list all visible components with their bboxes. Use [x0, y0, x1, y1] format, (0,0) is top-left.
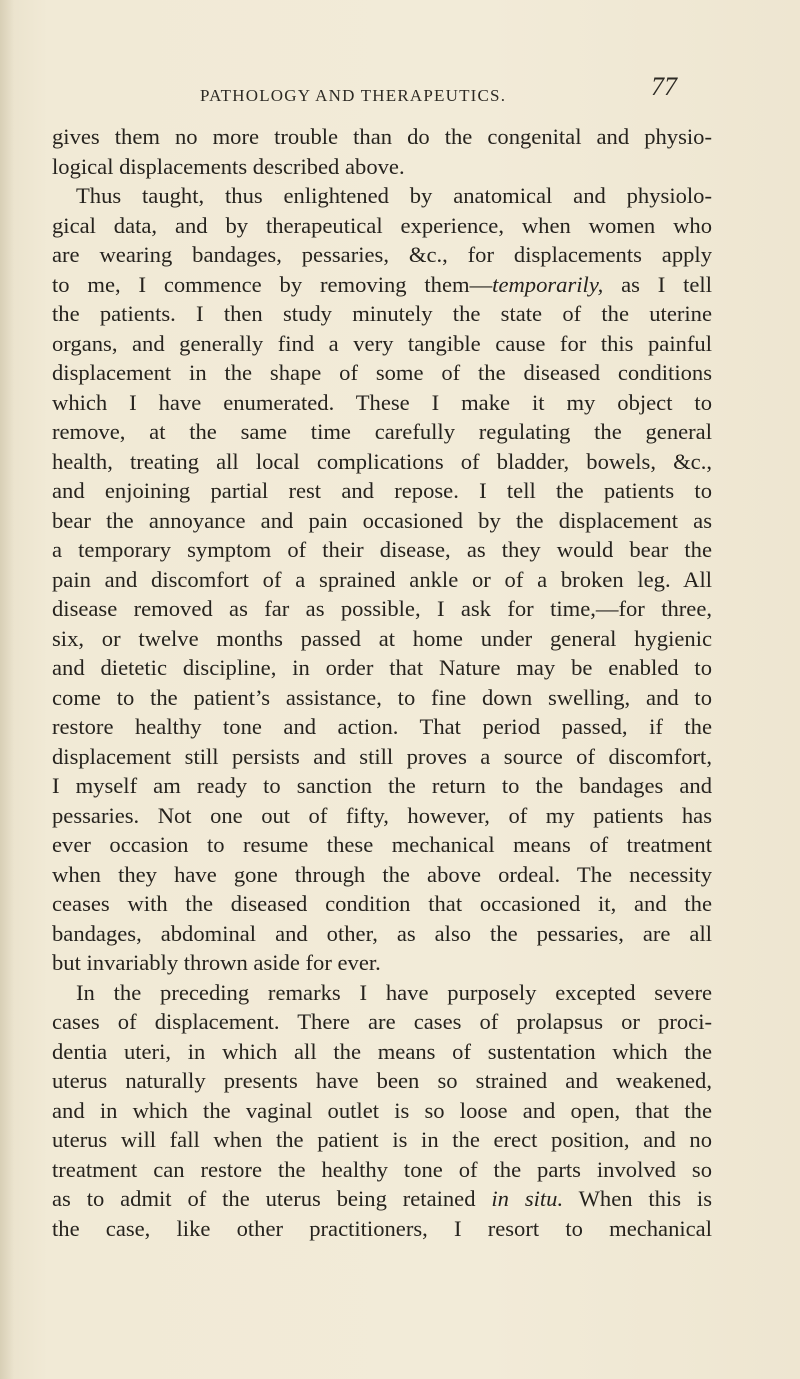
text-line: remove, at the same time carefully regulating the general	[52, 419, 712, 444]
text-line: ceases with the diseased condition that occasioned it, and the	[52, 891, 712, 916]
text-line: treatment can restore the healthy tone of the parts involved so	[52, 1156, 712, 1182]
page-number: 77	[651, 72, 677, 101]
italic-emphasis: in situ.	[491, 1186, 564, 1211]
text-line: uterus will fall when the patient is in the erect position, and no	[52, 1127, 712, 1152]
text-line: which I have enumerated. These I make it my object to	[52, 389, 712, 415]
text-line: displacement still persists and still proves a source of discomfort,	[52, 743, 712, 769]
text-line: the case, like other practitioners, I resort to mechanical	[52, 1215, 712, 1241]
text-line: six, or twelve months passed at home under general hygienic	[52, 625, 712, 651]
text-line: dentia uteri, in which all the means of sustentation which the	[52, 1038, 712, 1064]
paragraph-start-line: In the preceding remarks I have purposely excepted severe	[76, 979, 712, 1005]
text-segment: as I tell	[621, 271, 712, 297]
text-line: displacement in the shape of some of the diseased conditions	[52, 360, 712, 385]
text-segment: to me, I commence by removing them—	[52, 271, 493, 297]
text-line: cases of displacement. There are cases of prolapsus or proci-	[52, 1009, 712, 1034]
text-line: bear the annoyance and pain occasioned by the displacement as	[52, 507, 712, 533]
text-line	[52, 1184, 712, 1214]
text-line: and dietetic discipline, in order that Nature may be enabled to	[52, 655, 712, 680]
text-line: and enjoining partial rest and repose. I tell the patients to	[52, 478, 712, 503]
text-line: organs, and generally find a very tangible cause for this painful	[52, 330, 712, 356]
text-line: I myself am ready to sanction the return to the bandages and	[52, 773, 712, 798]
text-line: gives them no more trouble than do the congenital and physio-	[52, 124, 712, 149]
paragraph-start-line: Thus taught, thus enlightened by anatomical and physiolo-	[76, 183, 712, 208]
text-line: health, treating all local complications of bladder, bowels, &c.,	[52, 448, 712, 474]
text-segment: When this is	[578, 1186, 712, 1211]
text-line: restore healthy tone and action. That period passed, if the	[52, 714, 712, 739]
text-line: logical displacements described above.	[52, 153, 405, 179]
text-line: pessaries. Not one out of fifty, however, of my patients has	[52, 802, 712, 828]
text-line: a temporary symptom of their disease, as they would bear the	[52, 537, 712, 562]
text-line: and in which the vaginal outlet is so loose and open, that the	[52, 1097, 712, 1123]
running-head: PATHOLOGY AND THERAPEUTICS.	[200, 86, 507, 105]
italic-emphasis: temporarily,	[492, 271, 604, 297]
text-line: uterus naturally presents have been so strained and weakened,	[52, 1068, 712, 1093]
text-segment: as to admit of the uterus being retained	[52, 1186, 476, 1211]
text-line: gical data, and by therapeutical experience, when women who	[52, 212, 712, 238]
page-gutter-shadow	[0, 0, 14, 1379]
text-line: when they have gone through the above ordeal. The necessity	[52, 861, 712, 887]
text-line: the patients. I then study minutely the state of the uterine	[52, 301, 712, 326]
text-line: bandages, abdominal and other, as also the pessaries, are all	[52, 920, 712, 946]
text-line: pain and discomfort of a sprained ankle or of a broken leg. All	[52, 566, 712, 592]
text-line: disease removed as far as possible, I ask for time,—for three,	[52, 596, 712, 621]
body-text	[52, 122, 712, 1243]
text-line: but invariably thrown aside for ever.	[52, 950, 381, 975]
text-line: are wearing bandages, pessaries, &c., for displacements apply	[52, 242, 712, 267]
text-line	[52, 270, 712, 300]
text-line: ever occasion to resume these mechanical means of treatment	[52, 832, 712, 857]
text-line: come to the patient’s assistance, to fine down swelling, and to	[52, 684, 712, 710]
